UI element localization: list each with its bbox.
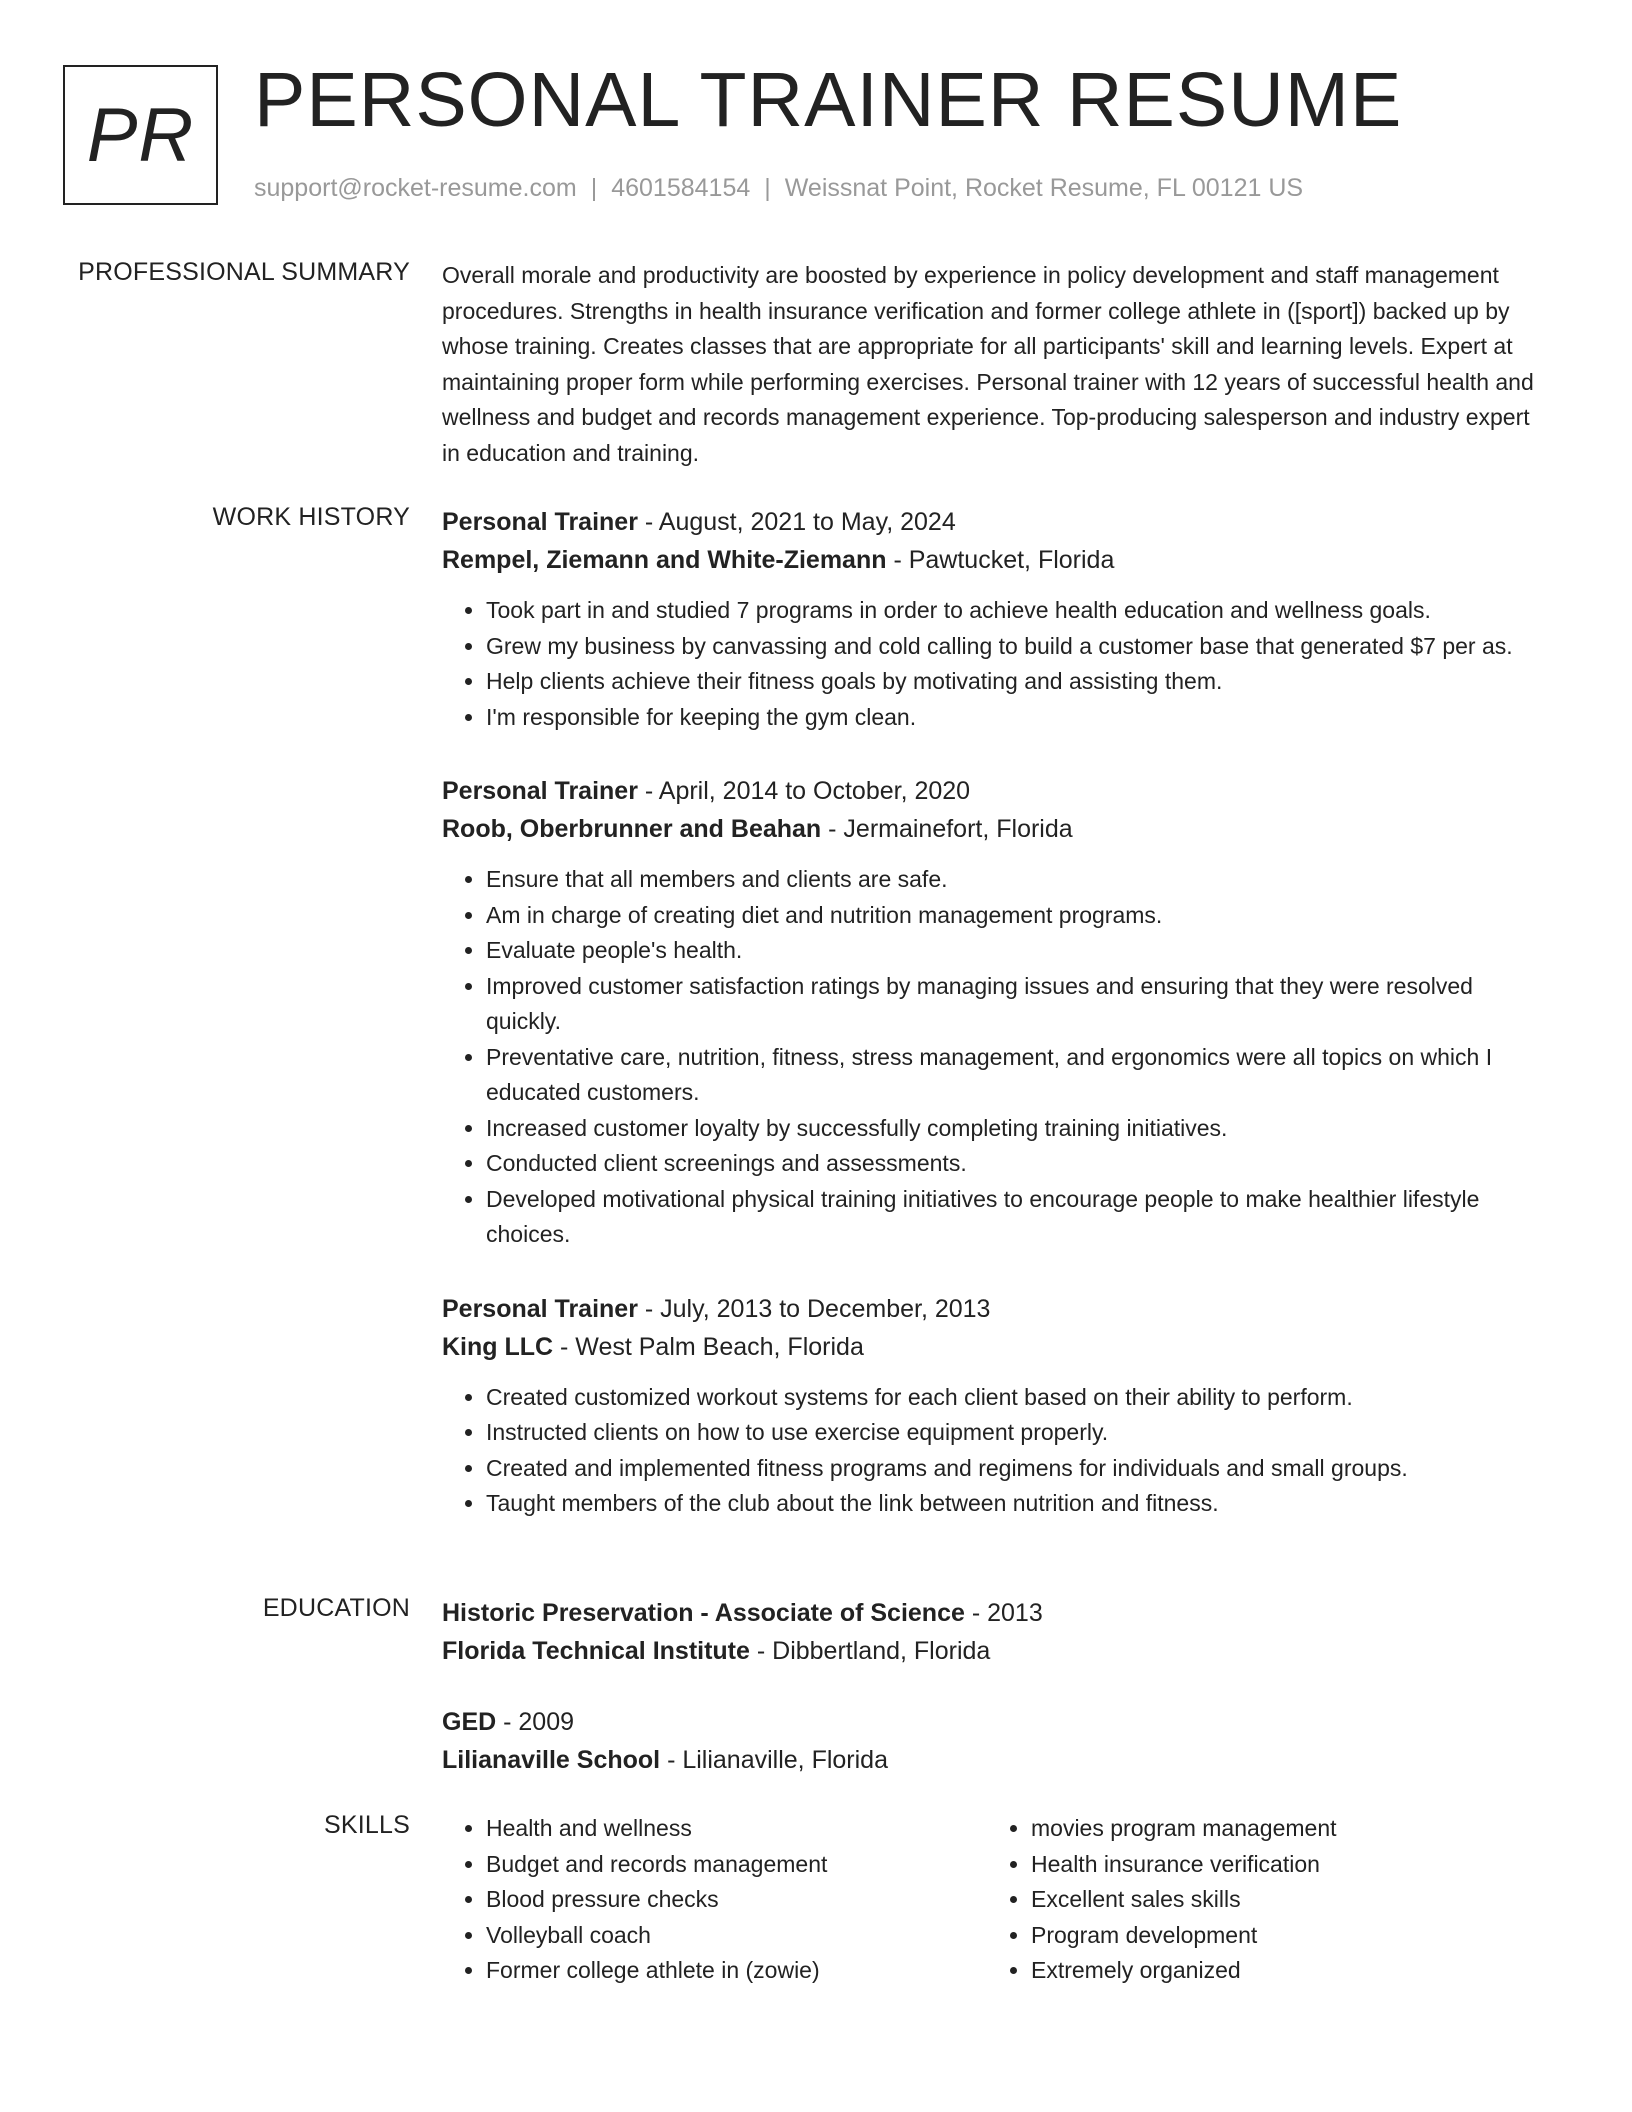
job-entry [442, 1290, 1552, 1522]
list-item: • Developed motivational physical training initiatives to encourage people to make healthier lifestyle choices. [486, 1182, 1552, 1253]
list-item: • Health and wellness [486, 1811, 987, 1847]
job-location: - Jermainefort, Florida [821, 815, 1073, 843]
list-item: • Budget and records management [486, 1847, 987, 1883]
list-item: • Am in charge of creating diet and nutrition management programs. [486, 898, 1552, 934]
job-title: Personal Trainer [442, 777, 638, 805]
job-company: King LLC [442, 1332, 554, 1361]
education-degree: GED [442, 1708, 497, 1736]
list-item: • Blood pressure checks [486, 1882, 987, 1918]
contact-email[interactable]: support@rocket-resume.com [254, 174, 577, 202]
list-item: • Former college athlete in (zowie) [486, 1953, 987, 1989]
list-item: • Program development [1031, 1918, 1532, 1954]
list-item: • Ensure that all members and clients are safe. [486, 862, 1552, 898]
job-company-line [442, 810, 1552, 848]
list-item: • Instructed clients on how to use exercise equipment properly. [486, 1415, 1552, 1451]
list-item: • movies program management [1031, 1811, 1532, 1847]
job-entry [442, 772, 1552, 1253]
job-bullets [442, 1380, 1552, 1522]
job-dates: - July, 2013 to December, 2013 [637, 1294, 991, 1323]
skills-label: SKILLS [324, 1811, 410, 1839]
list-item: • Created and implemented fitness programs and regimens for individuals and small groups. [486, 1451, 1552, 1487]
list-item: • Health insurance verification [1031, 1847, 1532, 1883]
summary-body [442, 258, 1552, 471]
job-title-line [442, 772, 1552, 810]
skills-columns [442, 1811, 1552, 1989]
list-item: • Grew my business by canvassing and cold calling to build a customer base that generated $7 per as. [486, 629, 1552, 665]
contact-separator: | [764, 174, 771, 202]
resume-title: PERSONAL TRAINER RESUME [254, 57, 1403, 143]
education-location: - Dibbertland, Florida [749, 1637, 991, 1665]
list-item: • Extremely organized [1031, 1953, 1532, 1989]
list-item: • Taught members of the club about the link between nutrition and fitness. [486, 1486, 1552, 1522]
monogram-initials: PR [86, 92, 195, 178]
list-item: • Increased customer loyalty by successfully completing training initiatives. [486, 1111, 1552, 1147]
contact-address: Weissnat Point, Rocket Resume, FL 00121 US [784, 174, 1304, 202]
job-title-line [442, 503, 1552, 541]
summary-text: Overall morale and productivity are boosted by experience in policy development and staff management procedures. Strengths in health insurance verification and former college athlete in ([sport]) backed up by whose training. Creates classes that are appropriate for all participants' skill and learning levels. Expert at maintaining proper form while performing exercises. Personal trainer with 12 years of successful health and wellness and budget and records management experience. Top-producing salesperson and industry expert in education and training. [442, 262, 1534, 466]
contact-phone[interactable]: 4601584154 [611, 174, 751, 202]
work-history-body [442, 503, 1552, 1522]
contact-line [254, 174, 1303, 203]
job-bullets [442, 593, 1552, 735]
list-item: • Excellent sales skills [1031, 1882, 1532, 1918]
education-body [442, 1594, 1552, 1779]
education-degree-line [442, 1594, 1552, 1632]
job-location: - Pawtucket, Florida [886, 546, 1115, 574]
job-company: Rempel, Ziemann and White-Ziemann [442, 546, 887, 574]
education-label: EDUCATION [262, 1594, 410, 1622]
list-item: • Evaluate people's health. [486, 933, 1552, 969]
summary-label: PROFESSIONAL SUMMARY [78, 258, 410, 286]
job-entry [442, 503, 1552, 735]
list-item: • Volleyball coach [486, 1918, 987, 1954]
contact-separator: | [590, 174, 598, 202]
skills-list-left [442, 1811, 987, 1989]
education-school-line [442, 1632, 1552, 1670]
education-degree-line [442, 1703, 1552, 1741]
education-location: - Lilianaville, Florida [660, 1746, 888, 1774]
skills-body [442, 1811, 1552, 1989]
job-bullets [442, 862, 1552, 1253]
job-company: Roob, Oberbrunner and Beahan [442, 815, 822, 843]
monogram-box [63, 65, 218, 205]
list-item: • Improved customer satisfaction ratings by managing issues and ensuring that they were resolved quickly. [486, 969, 1552, 1040]
work-history-label: WORK HISTORY [212, 503, 410, 531]
list-item: • Help clients achieve their fitness goals by motivating and assisting them. [486, 664, 1552, 700]
job-location: - West Palm Beach, Florida [553, 1332, 864, 1361]
job-title-line [442, 1290, 1552, 1328]
job-title: Personal Trainer [442, 1294, 638, 1323]
skills-column-right [987, 1811, 1532, 1989]
education-degree: Historic Preservation - Associate of Science [442, 1599, 965, 1627]
education-school: Florida Technical Institute [442, 1637, 750, 1665]
job-dates: - April, 2014 to October, 2020 [637, 777, 971, 805]
education-entry [442, 1703, 1552, 1779]
list-item: • Conducted client screenings and assessments. [486, 1146, 1552, 1182]
skills-column-left [442, 1811, 987, 1989]
education-school-line [442, 1741, 1552, 1779]
list-item: • Took part in and studied 7 programs in order to achieve health education and wellness goals. [486, 593, 1552, 629]
job-company-line [442, 541, 1552, 579]
education-year: - 2013 [964, 1599, 1043, 1627]
education-entry [442, 1594, 1552, 1670]
list-item: • Created customized workout systems for each client based on their ability to perform. [486, 1380, 1552, 1416]
job-title: Personal Trainer [442, 508, 638, 536]
list-item: • I'm responsible for keeping the gym clean. [486, 700, 1552, 736]
education-school: Lilianaville School [442, 1746, 661, 1774]
skills-list-right [987, 1811, 1532, 1989]
education-year: - 2009 [496, 1708, 575, 1736]
job-company-line [442, 1328, 1552, 1366]
list-item: • Preventative care, nutrition, fitness, stress management, and ergonomics were all topics on which I educated customers. [486, 1040, 1552, 1111]
job-dates: - August, 2021 to May, 2024 [637, 508, 956, 536]
